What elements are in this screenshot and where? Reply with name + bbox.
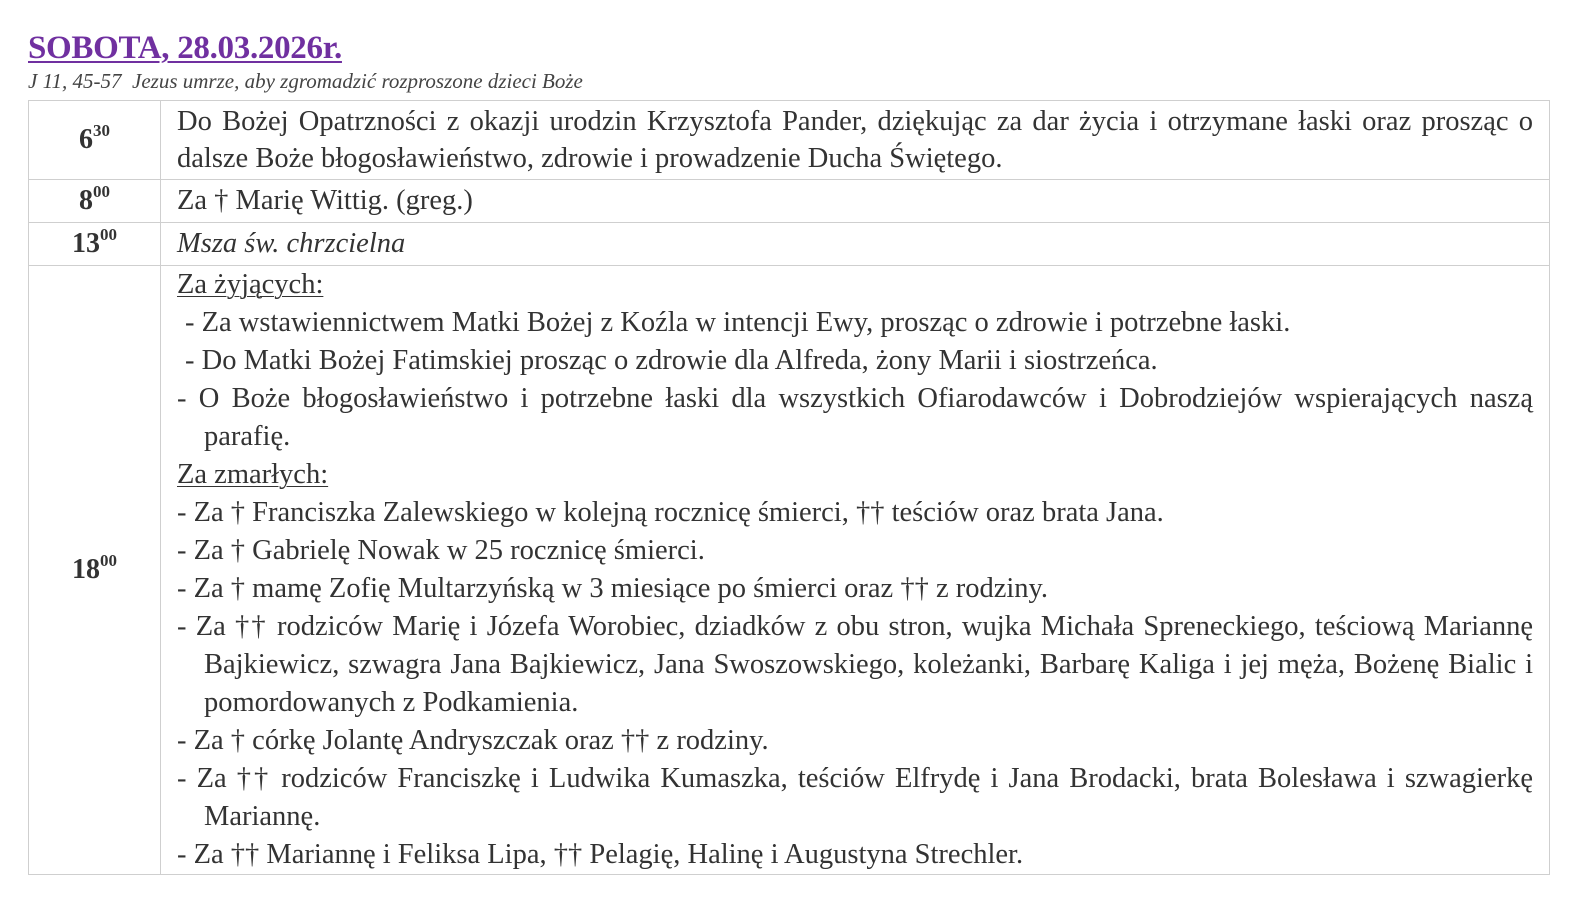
mass-row-1300 bbox=[29, 223, 1550, 266]
living-intention: - O Boże błogosławieństwo i potrzebne łaski dla wszystkich Ofiarodawców i Dobrodziejów wspierających naszą parafię. bbox=[177, 383, 1533, 452]
mass-minutes: 00 bbox=[100, 550, 117, 570]
mass-time-0630 bbox=[29, 101, 161, 180]
deceased-intention: - Za †† rodziców Marię i Józefa Worobiec, dziadków z obu stron, wujka Michała Spreneckiego, teściową Mariannę Bajkiewicz, szwagra Jana Bajkiewicz, Jana Swoszowskiego, koleżanki, Barbarę Kaliga i jej męża, Bożenę Bialic i pomordowanych z Podkamienia. bbox=[177, 611, 1533, 718]
mass-hour: 8 bbox=[79, 185, 93, 216]
deceased-intention: - Za † mamę Zofię Multarzyńską w 3 miesiące po śmierci oraz †† z rodziny. bbox=[177, 573, 1049, 604]
mass-time-1300 bbox=[29, 223, 161, 266]
intentions-page bbox=[28, 28, 1550, 875]
deceased-intention: - Za †† Mariannę i Feliksa Lipa, †† Pelagię, Halinę i Augustyna Strechler. bbox=[177, 839, 1024, 870]
deceased-intention: - Za †† rodziców Franciszkę i Ludwika Kumaszka, teściów Elfrydę i Jana Brodacki, brata Bolesława i szwagierkę Mariannę. bbox=[177, 763, 1533, 832]
deceased-intention: - Za † córkę Jolantę Andryszczak oraz †† z rodziny. bbox=[177, 725, 769, 756]
mass-hour: 13 bbox=[72, 228, 100, 259]
living-intention: - Do Matki Bożej Fatimskiej prosząc o zdrowie dla Alfreda, żony Marii i siostrzeńca. bbox=[185, 345, 1158, 376]
day-title: SOBOTA, 28.03.2026r. bbox=[28, 30, 342, 66]
gospel-reading: J 11, 45-57 Jezus umrze, aby zgromadzić rozproszone dzieci Boże bbox=[28, 69, 583, 93]
mass-hour: 6 bbox=[79, 124, 93, 155]
mass-row-1800 bbox=[29, 266, 1550, 875]
mass-hour: 18 bbox=[72, 554, 100, 585]
mass-row-0800 bbox=[29, 180, 1550, 223]
mass-intention-1800 bbox=[161, 266, 1550, 875]
deceased-intention: - Za † Gabrielę Nowak w 25 rocznicę śmierci. bbox=[177, 535, 705, 566]
mass-minutes: 00 bbox=[100, 224, 117, 244]
deceased-heading: Za zmarłych: bbox=[177, 459, 329, 490]
mass-row-0630 bbox=[29, 101, 1550, 180]
mass-minutes: 30 bbox=[93, 120, 110, 140]
living-intention: - Za wstawiennictwem Matki Bożej z Koźla w intencji Ewy, prosząc o zdrowie i potrzebne łaski. bbox=[185, 307, 1291, 338]
mass-time-0800 bbox=[29, 180, 161, 223]
mass-minutes: 00 bbox=[93, 181, 110, 201]
deceased-intention: - Za † Franciszka Zalewskiego w kolejną rocznicę śmierci, †† teściów oraz brata Jana. bbox=[177, 497, 1164, 528]
mass-intention-0630: Do Bożej Opatrzności z okazji urodzin Krzysztofa Pander, dziękując za dar życia i otrzymane łaski oraz prosząc o dalsze Boże błogosławieństwo, zdrowie i prowadzenie Ducha Świętego. bbox=[161, 101, 1550, 180]
living-heading: Za żyjących: bbox=[177, 269, 324, 300]
mass-intention-0800: Za † Marię Wittig. (greg.) bbox=[161, 180, 1550, 223]
mass-intention-1300: Msza św. chrzcielna bbox=[161, 223, 1550, 266]
mass-time-1800 bbox=[29, 266, 161, 875]
mass-schedule-table bbox=[28, 100, 1550, 875]
